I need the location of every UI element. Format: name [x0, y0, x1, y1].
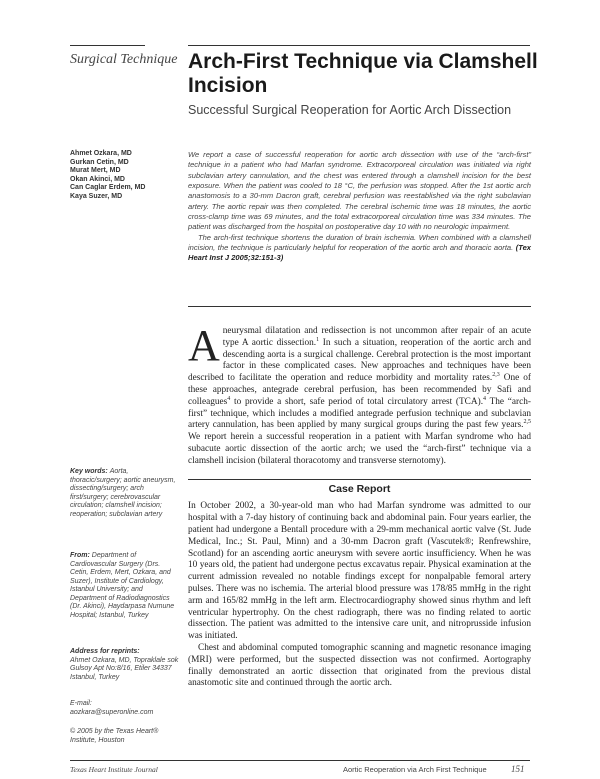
- abstract-divider: [188, 306, 531, 307]
- copyright-block: [70, 728, 180, 745]
- affiliation-block: [70, 552, 180, 620]
- article-body: [188, 321, 532, 690]
- intro-paragraph: [188, 321, 532, 468]
- body-paragraph: In October 2002, a 30-year-old man who had Marfan syndrome was admitted to our hospital with a 7-day history of continuing back and abdominal pain. Four years earlier, the patient had undergone a Bentall procedure with a 29-mm mechanical aortic valve (St. Jude Medical, Inc.; St. Paul, Minn) and a 30-mm Dacron graft (Vascutek®; Renfrewshire, Scotland) for an ascending aortic aneurysm with severe aortic insufficiency. When he was 10 years old, the patient had undergone pectus excavatus repair. Physical examination at the current admission revealed no notable findings except for nonpalpable femoral artery pulses. There was no ischemia. The arterial blood pressure was 178/85 mmHg in the right arm and 165/82 mmHg in the left arm. Electrocardiography showed sinus rhythm and left ventricular hypertrophy. On the chest radiograph, there was no finding related to aortic dissection. The patient was admitted to the intensive care unit, and nitroprusside infusion was initiated.: [188, 501, 531, 642]
- email-block: [70, 700, 180, 717]
- keywords-block: [70, 468, 180, 519]
- reference-marker: 2,3: [492, 372, 500, 379]
- author-name: Okan Akinci, MD: [70, 175, 125, 183]
- section-label: Surgical Technique: [70, 52, 178, 67]
- top-rule-right: [188, 45, 530, 46]
- reference-marker: 1: [316, 336, 320, 343]
- reprints-block: [70, 648, 180, 682]
- email-address[interactable]: aozkara@superonline.com: [70, 708, 154, 716]
- intro-text: We report herein a successful reoperation in a patient with Marfan syndrome who had subacute aortic dissection of the aortic arch; we used the “arch-first” technique via a clamshell incision (bilateral thoracotomy and transverse sternotomy).: [188, 432, 531, 466]
- abstract-paragraph: [188, 233, 531, 264]
- page-number: 151: [511, 764, 525, 774]
- author-name: Gurkan Cetin, MD: [70, 158, 129, 166]
- reference-marker: 4: [227, 395, 231, 402]
- article-subtitle: Successful Surgical Reoperation for Aortic Arch Dissection: [188, 103, 512, 117]
- abstract-text: The arch-first technique shortens the duration of brain ischemia. When combined with a clamshell incision, the technique is particularly helpful for reoperation of the aortic arch and thoracic aorta.: [188, 232, 531, 253]
- top-rule-left: [70, 45, 145, 46]
- abstract: [188, 150, 531, 264]
- citation: (Tex Heart Inst J 2005;32:151-3): [188, 243, 531, 263]
- reprints-label: Address for reprints:: [70, 648, 140, 655]
- keywords-text: Aorta, thoracic/surgery; aortic aneurysm, dissecting/surgery; arch first/surgery; cerebrovascular circulation; clamshell incision; reoperation; subclavian artery: [70, 468, 176, 518]
- intro-text: to provide a short, safe period of total circulatory arrest (TCA).: [230, 396, 484, 407]
- section-divider: [188, 479, 531, 481]
- article-title: Arch-First Technique via Clamshell Incision: [188, 50, 538, 97]
- footer-rule: [70, 760, 530, 761]
- drop-cap: A: [188, 321, 220, 370]
- intro-text: In such a situation, reoperation of the aortic arch and descending aorta is a surgical challenge. Cerebral protection is the most important factor in these complicated cases. New approaches and techniques have been described to facilitate the operation and reduce morbidity and mortality rates.: [188, 337, 531, 384]
- intro-text: neurysmal dilatation and redissection is not uncommon after repair of an acute type A aortic dissection.: [222, 326, 531, 348]
- intro-text: One of these approaches, antegrade cerebral perfusion, has been recommended by Safi and colleagues: [188, 373, 531, 407]
- reference-marker: 2,5: [523, 419, 531, 426]
- body-paragraph: Chest and abdominal computed tomographic scanning and magnetic resonance imaging (MRI) were performed, but the suspected dissection was not confirmed. Aortography finally demonstrated an aortic dissection that originated from the previous distal anastomotic site and continued through the aortic arch.: [188, 642, 531, 689]
- footer-journal-name: Texas Heart Institute Journal: [70, 765, 158, 774]
- email-label: E-mail:: [70, 700, 92, 707]
- section-heading: Case Report: [328, 482, 391, 495]
- author-name: Kaya Suzer, MD: [70, 192, 123, 200]
- reference-marker: 4: [483, 395, 487, 402]
- intro-text: The “arch-first” technique, which includes a modified antegrade perfusion technique and subclavian artery cannulation, has been applied by many surgical groups during the past few years.: [188, 396, 532, 431]
- author-name: Ahmet Ozkara, MD: [70, 150, 132, 157]
- author-name: Can Caglar Erdem, MD: [70, 184, 146, 192]
- reprints-address: Ahmet Ozkara, MD, Topraklale sok Gulsoy Apt No:8/16, Etiler 34337 Istanbul, Turkey: [70, 656, 179, 681]
- keywords-label: Key words:: [70, 468, 108, 475]
- author-list: [70, 150, 185, 202]
- abstract-paragraph: We report a case of successful reoperation for aortic arch dissection with use of the “arch-first” technique in a patient who had Marfan syndrome. Extracorporeal circulation was initiated via right subclavian artery cannulation, and the chest was entered through a clamshell incision for the best exposure. When the patient was cooled to 18 °C, the perfusion was stopped. After the 1st aortic arch anastomosis to a 30-mm Dacron graft, cerebral perfusion was reestablished via the right subclavian artery. The aortic repair was then completed. The cerebral ischemic time was 18 minutes, the aortic cross-clamp time was 69 minutes, and the total extracorporeal circulation time was 334 minutes. The patient was discharged from the hospital on postoperative day 10 with no neurologic impairment.: [188, 150, 531, 232]
- affiliation-label: From:: [70, 552, 90, 559]
- footer-running-title: Aortic Reoperation via Arch First Technique: [343, 765, 487, 774]
- copyright-text: © 2005 by the Texas Heart® Institute, Houston: [70, 728, 159, 744]
- author-name: Murat Mert, MD: [70, 167, 121, 175]
- affiliation-text: Department of Cardiovascular Surgery (Drs. Cetin, Erdem, Mert, Ozkara, and Suzer), Institute of Cardiology, Istanbul University; and Department of Radiodiagnostics (Dr. Akinci), Haydarpasa Numune Hospital; Istanbul, Turkey: [70, 552, 175, 619]
